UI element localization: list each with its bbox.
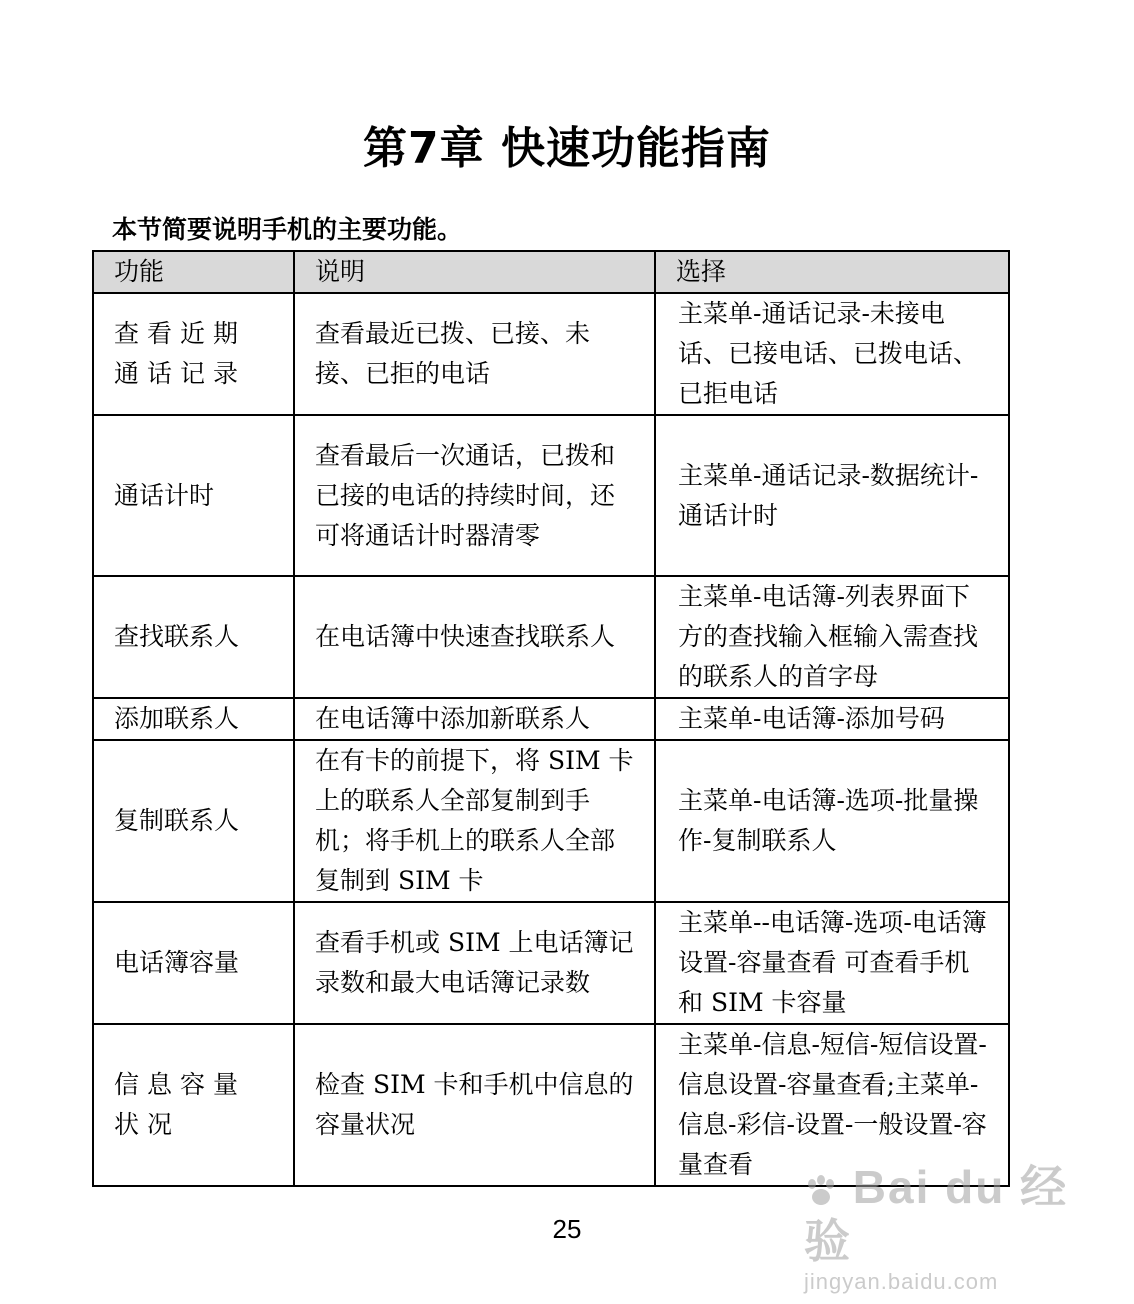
cell-function: 查找联系人: [93, 576, 294, 698]
cell-description: 在有卡的前提下，将 SIM 卡上的联系人全部复制到手机；将手机上的联系人全部复制到 SIM 卡: [294, 740, 655, 902]
cell-selection: 主菜单-信息-短信-短信设置-信息设置-容量查看;主菜单-信息-彩信-设置-一般设置-容量查看: [655, 1024, 1009, 1186]
watermark-logo: [804, 1160, 1074, 1268]
page-number: 25: [552, 1214, 582, 1244]
table-row: [93, 698, 1009, 740]
table-header-row: [93, 251, 1009, 293]
cell-selection: 主菜单-通话记录-数据统计-通话计时: [655, 415, 1009, 576]
cell-function: 通话计时: [93, 415, 294, 576]
cell-description: 在电话簿中快速查找联系人: [294, 576, 655, 698]
header-description: 说明: [294, 251, 655, 293]
cell-function: 查看近期通话记录: [93, 293, 294, 415]
cell-selection: 主菜单-电话簿-添加号码: [655, 698, 1009, 740]
cell-selection: 主菜单-电话簿-列表界面下方的查找输入框输入需查找的联系人的首字母: [655, 576, 1009, 698]
baidu-watermark: [804, 1160, 1074, 1294]
function-guide-table: [92, 250, 1010, 1187]
intro-text: 本节简要说明手机的主要功能。: [112, 215, 463, 244]
table-row: [93, 415, 1009, 576]
cell-selection: 主菜单--电话簿-选项-电话簿设置-容量查看 可查看手机和 SIM 卡容量: [655, 902, 1009, 1024]
cell-description: 查看最后一次通话，已拨和已接的电话的持续时间，还可将通话计时器清零: [294, 415, 655, 576]
header-selection: 选择: [655, 251, 1009, 293]
cell-selection: 主菜单-电话簿-选项-批量操作-复制联系人: [655, 740, 1009, 902]
table-row: [93, 902, 1009, 1024]
watermark-url: jingyan.baidu.com: [804, 1269, 999, 1294]
header-function: 功能: [93, 251, 294, 293]
watermark-logo-text: Bai du 经验: [804, 1161, 1069, 1267]
table-row: [93, 293, 1009, 415]
cell-function: 添加联系人: [93, 698, 294, 740]
cell-description: 查看手机或 SIM 上电话簿记录数和最大电话簿记录数: [294, 902, 655, 1024]
paw-icon: [804, 1174, 838, 1208]
cell-selection: 主菜单-通话记录-未接电话、已接电话、已拨电话、已拒电话: [655, 293, 1009, 415]
cell-description: 在电话簿中添加新联系人: [294, 698, 655, 740]
cell-function: 复制联系人: [93, 740, 294, 902]
cell-description: 查看最近已拨、已接、未接、已拒的电话: [294, 293, 655, 415]
cell-function: 电话簿容量: [93, 902, 294, 1024]
table-row: [93, 740, 1009, 902]
page-title: 第7章 快速功能指南: [363, 123, 771, 174]
table-row: [93, 576, 1009, 698]
cell-function: 信息容量状况: [93, 1024, 294, 1186]
cell-description: 检查 SIM 卡和手机中信息的容量状况: [294, 1024, 655, 1186]
